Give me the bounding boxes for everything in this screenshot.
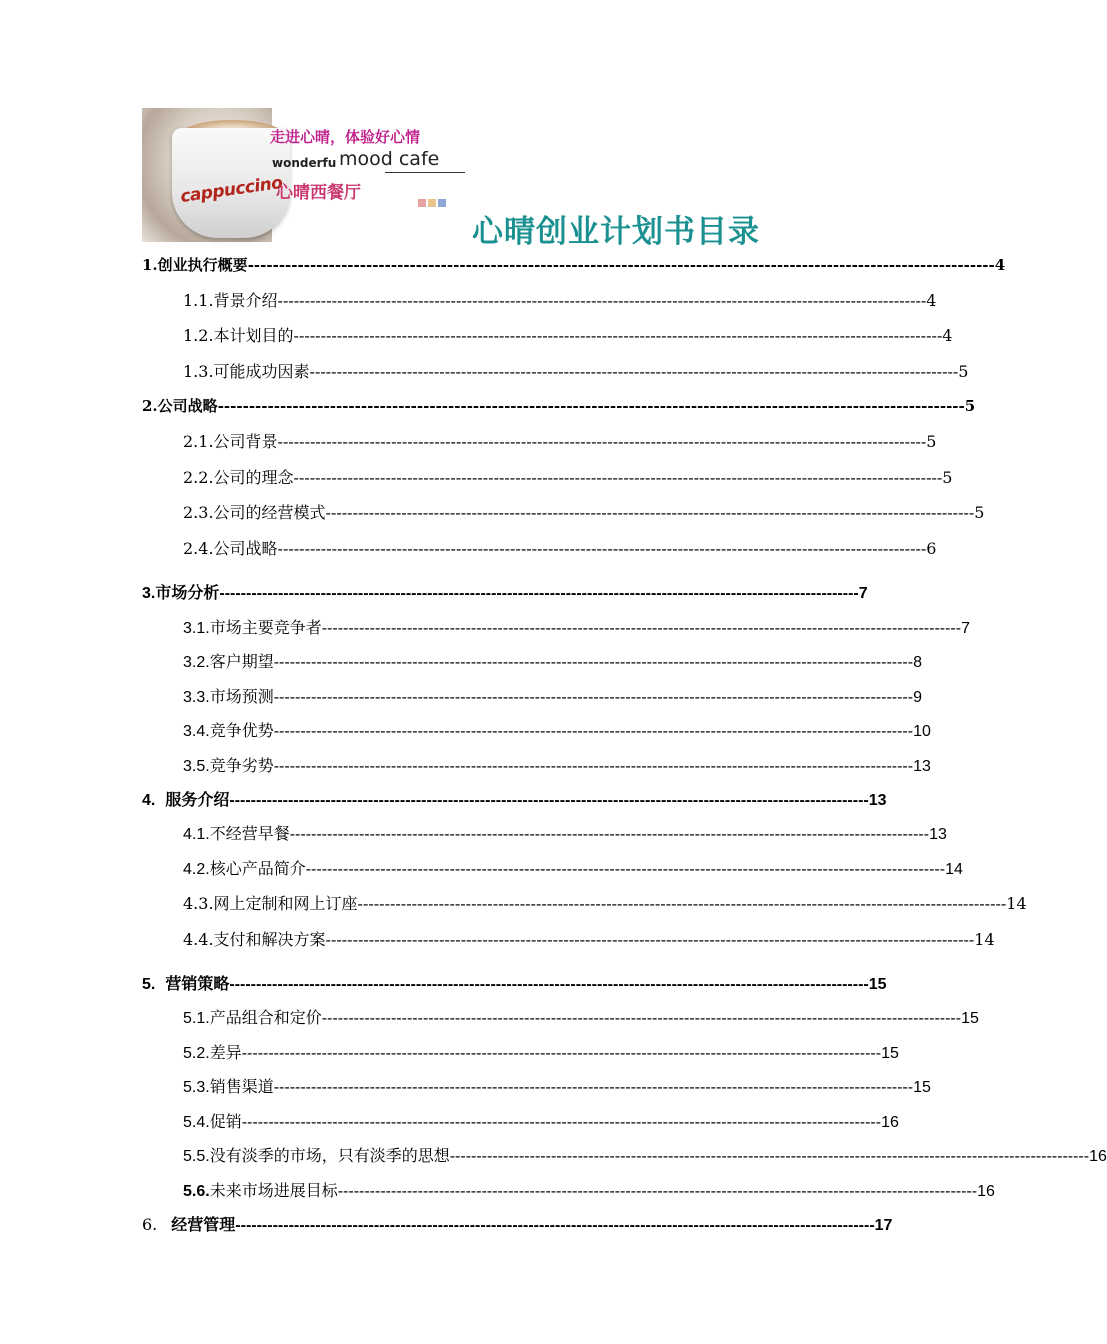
toc-number: 2.2. xyxy=(183,468,214,487)
toc-title: 竞争劣势 xyxy=(209,758,274,775)
toc-leader: ------------------------------------------------------------------------------------------------------------------------ xyxy=(229,976,869,993)
toc-entry[interactable] xyxy=(183,821,947,844)
toc-title: 市场预测 xyxy=(209,689,274,706)
page-title: 心晴创业计划书目录 xyxy=(472,214,760,250)
toc-number: 3.5. xyxy=(183,758,210,775)
toc-title: 服务介绍 xyxy=(165,792,230,809)
square-1 xyxy=(418,199,426,207)
toc-number: 5.4. xyxy=(183,1114,210,1131)
toc-entry[interactable] xyxy=(183,927,995,950)
toc-page: 5 xyxy=(964,397,976,415)
toc-leader: ------------------------------------------------------------------------------------------------------------------------ xyxy=(273,689,914,706)
toc-page: 5 xyxy=(926,432,937,451)
toc-leader: ------------------------------------------------------------------------------------------------------------------------ xyxy=(305,861,946,878)
toc-title: 市场主要竞争者 xyxy=(209,620,322,637)
toc-entry[interactable] xyxy=(183,1109,899,1132)
toc-title: 未来市场进展目标 xyxy=(209,1183,338,1200)
square-3 xyxy=(438,199,446,207)
toc-leader: ------------------------------------------------------------------------------------------------------------------------ xyxy=(273,1079,914,1096)
toc-number: 3. xyxy=(142,585,156,602)
toc-leader: ------------------------------------------------------------------------------------------------------------------------ xyxy=(273,723,914,740)
toc-leader: ------------------------------------------------------------------------------------------------------------------------ xyxy=(357,894,1007,913)
brand-chinese-name: 心晴西餐厅 xyxy=(276,183,361,203)
toc-leader: ------------------------------------------------------------------------------------------------------------------------ xyxy=(247,256,995,274)
toc-page: 15 xyxy=(961,1010,979,1027)
toc-page: 14 xyxy=(1006,894,1027,913)
toc-page: 13 xyxy=(929,826,947,843)
brand-large-text: mood cafe xyxy=(339,148,440,170)
toc-entry[interactable] xyxy=(142,580,868,603)
toc-entry[interactable] xyxy=(142,1212,893,1235)
toc-entry[interactable] xyxy=(183,1178,995,1201)
toc-entry[interactable] xyxy=(183,891,1027,914)
toc-number: 5.3. xyxy=(183,1079,210,1096)
toc-entry[interactable] xyxy=(183,649,922,672)
toc-leader: ------------------------------------------------------------------------------------------------------------------------ xyxy=(325,930,975,949)
toc-number: 4.2. xyxy=(183,861,210,878)
toc-leader: ------------------------------------------------------------------------------------------------------------------------ xyxy=(289,826,930,843)
square-2 xyxy=(428,199,436,207)
toc-number: 2.3. xyxy=(183,503,214,522)
toc-title: 公司背景 xyxy=(213,432,278,451)
toc-title: 产品组合和定价 xyxy=(209,1010,322,1027)
toc-title: 背景介绍 xyxy=(213,291,278,310)
toc-title: 营销策略 xyxy=(165,976,230,993)
toc-number: 4. xyxy=(142,792,156,809)
toc-entry[interactable] xyxy=(183,753,931,776)
toc-page: 16 xyxy=(881,1114,899,1131)
toc-entry[interactable] xyxy=(183,856,963,879)
toc-number: 5.1. xyxy=(183,1010,210,1027)
toc-page: 5 xyxy=(942,468,953,487)
toc-number: 2.4. xyxy=(183,539,214,558)
toc-entry[interactable] xyxy=(183,359,969,382)
toc-leader: ------------------------------------------------------------------------------------------------------------------------ xyxy=(273,758,914,775)
toc-entry[interactable] xyxy=(142,971,887,994)
toc-entry[interactable] xyxy=(183,465,953,488)
toc-page: 4 xyxy=(994,256,1006,274)
toc-number: 2. xyxy=(142,397,158,415)
toc-number: 3.1. xyxy=(183,620,210,637)
toc-title: 公司的经营模式 xyxy=(213,503,326,522)
banner-slogan: 走进心晴，体验好心情 xyxy=(270,128,421,146)
toc-title: 核心产品简介 xyxy=(209,861,306,878)
toc-entry[interactable] xyxy=(183,1005,979,1028)
toc-leader: ------------------------------------------------------------------------------------------------------------------------ xyxy=(241,1114,882,1131)
toc-number: 1.1. xyxy=(183,291,214,310)
brand-small-text: wonderfu xyxy=(272,156,337,170)
toc-leader: ------------------------------------------------------------------------------------------------------------------------ xyxy=(219,585,859,602)
toc-title: 竞争优势 xyxy=(209,723,274,740)
toc-page: 9 xyxy=(913,689,922,706)
decorative-squares xyxy=(418,192,448,211)
toc-entry[interactable] xyxy=(183,1074,931,1097)
toc-entry[interactable] xyxy=(142,787,887,810)
toc-entry[interactable] xyxy=(183,615,970,638)
toc-leader: ------------------------------------------------------------------------------------------------------------------------ xyxy=(449,1148,1090,1165)
toc-page: 16 xyxy=(977,1183,995,1200)
toc-leader: ------------------------------------------------------------------------------------------------------------------------ xyxy=(321,620,962,637)
toc-leader: ------------------------------------------------------------------------------------------------------------------------ xyxy=(241,1045,882,1062)
toc-title: 公司战略 xyxy=(213,539,278,558)
toc-leader: ------------------------------------------------------------------------------------------------------------------------ xyxy=(293,326,943,345)
toc-title: 公司战略 xyxy=(157,397,218,415)
toc-entry[interactable] xyxy=(183,684,922,707)
toc-entry[interactable] xyxy=(183,718,931,741)
toc-leader: ------------------------------------------------------------------------------------------------------------------------ xyxy=(321,1010,962,1027)
toc-title: 差异 xyxy=(209,1045,242,1062)
toc-title: 公司的理念 xyxy=(213,468,294,487)
toc-page: 8 xyxy=(913,654,922,671)
toc-page: 14 xyxy=(945,861,963,878)
toc-page: 15 xyxy=(913,1079,931,1096)
toc-leader: ------------------------------------------------------------------------------------------------------------------------ xyxy=(325,503,975,522)
toc-page: 10 xyxy=(913,723,931,740)
toc-leader: ------------------------------------------------------------------------------------------------------------------------ xyxy=(217,397,965,415)
brand-underline xyxy=(385,172,465,173)
toc-number: 4.1. xyxy=(183,826,210,843)
header-banner-image xyxy=(142,108,472,242)
toc-number: 5.2. xyxy=(183,1045,210,1062)
toc-leader: ------------------------------------------------------------------------------------------------------------------------ xyxy=(337,1183,978,1200)
toc-title: 网上定制和网上订座 xyxy=(213,894,358,913)
toc-page: 4 xyxy=(926,291,937,310)
toc-leader: ------------------------------------------------------------------------------------------------------------------------ xyxy=(277,432,927,451)
toc-title: 销售渠道 xyxy=(209,1079,274,1096)
toc-page: 14 xyxy=(974,930,995,949)
toc-leader: ------------------------------------------------------------------------------------------------------------------------ xyxy=(229,792,869,809)
toc-number: 2.1. xyxy=(183,432,214,451)
toc-page: 5 xyxy=(974,503,985,522)
toc-title: 本计划目的 xyxy=(213,326,294,345)
toc-number: 1.3. xyxy=(183,362,214,381)
toc-number: 1. xyxy=(142,256,158,274)
toc-leader: ------------------------------------------------------------------------------------------------------------------------ xyxy=(277,291,927,310)
toc-entry[interactable] xyxy=(183,429,937,452)
toc-leader: ------------------------------------------------------------------------------------------------------------------------ xyxy=(235,1217,875,1234)
toc-title: 没有淡季的市场，只有淡季的思想 xyxy=(209,1148,450,1165)
toc-leader: ------------------------------------------------------------------------------------------------------------------------ xyxy=(309,362,959,381)
toc-number: 4.3. xyxy=(183,894,214,913)
toc-title: 支付和解决方案 xyxy=(213,930,326,949)
toc-entry[interactable] xyxy=(183,1143,1107,1166)
toc-entry[interactable] xyxy=(183,1040,899,1063)
toc-entry[interactable] xyxy=(142,395,976,416)
toc-page: 7 xyxy=(858,585,868,602)
toc-entry[interactable] xyxy=(183,288,937,311)
toc-leader: ------------------------------------------------------------------------------------------------------------------------ xyxy=(277,539,927,558)
toc-number: 5.6. xyxy=(183,1183,210,1200)
toc-entry[interactable] xyxy=(183,500,985,523)
toc-number: 1.2. xyxy=(183,326,214,345)
toc-page: 7 xyxy=(961,620,970,637)
toc-number: 6. xyxy=(142,1215,158,1234)
toc-page: 15 xyxy=(868,976,887,993)
toc-title: 创业执行概要 xyxy=(157,256,248,274)
toc-entry[interactable] xyxy=(142,254,1006,275)
toc-page: 4 xyxy=(942,326,953,345)
cup-logo-text: cappuccino xyxy=(179,172,284,208)
toc-title: 促销 xyxy=(209,1114,242,1131)
toc-entry[interactable] xyxy=(183,536,937,559)
toc-title: 市场分析 xyxy=(155,585,220,602)
toc-entry[interactable] xyxy=(183,323,953,346)
toc-number: 3.3. xyxy=(183,689,210,706)
toc-leader: ------------------------------------------------------------------------------------------------------------------------ xyxy=(293,468,943,487)
toc-title: 经营管理 xyxy=(171,1215,236,1234)
toc-page: 16 xyxy=(1089,1148,1107,1165)
toc-page: 15 xyxy=(881,1045,899,1062)
toc-leader: ------------------------------------------------------------------------------------------------------------------------ xyxy=(273,654,914,671)
toc-page: 13 xyxy=(913,758,931,775)
toc-page: 5 xyxy=(958,362,969,381)
toc-number: 5. xyxy=(142,976,156,993)
toc-number: 3.4. xyxy=(183,723,210,740)
toc-number: 3.2. xyxy=(183,654,210,671)
toc-title: 可能成功因素 xyxy=(213,362,310,381)
toc-number: 4.4. xyxy=(183,930,214,949)
toc-page: 17 xyxy=(874,1217,893,1234)
toc-title: 不经营早餐 xyxy=(209,826,290,843)
toc-page: 6 xyxy=(926,539,937,558)
toc-page: 13 xyxy=(868,792,887,809)
toc-number: 5.5. xyxy=(183,1148,210,1165)
toc-title: 客户期望 xyxy=(209,654,274,671)
